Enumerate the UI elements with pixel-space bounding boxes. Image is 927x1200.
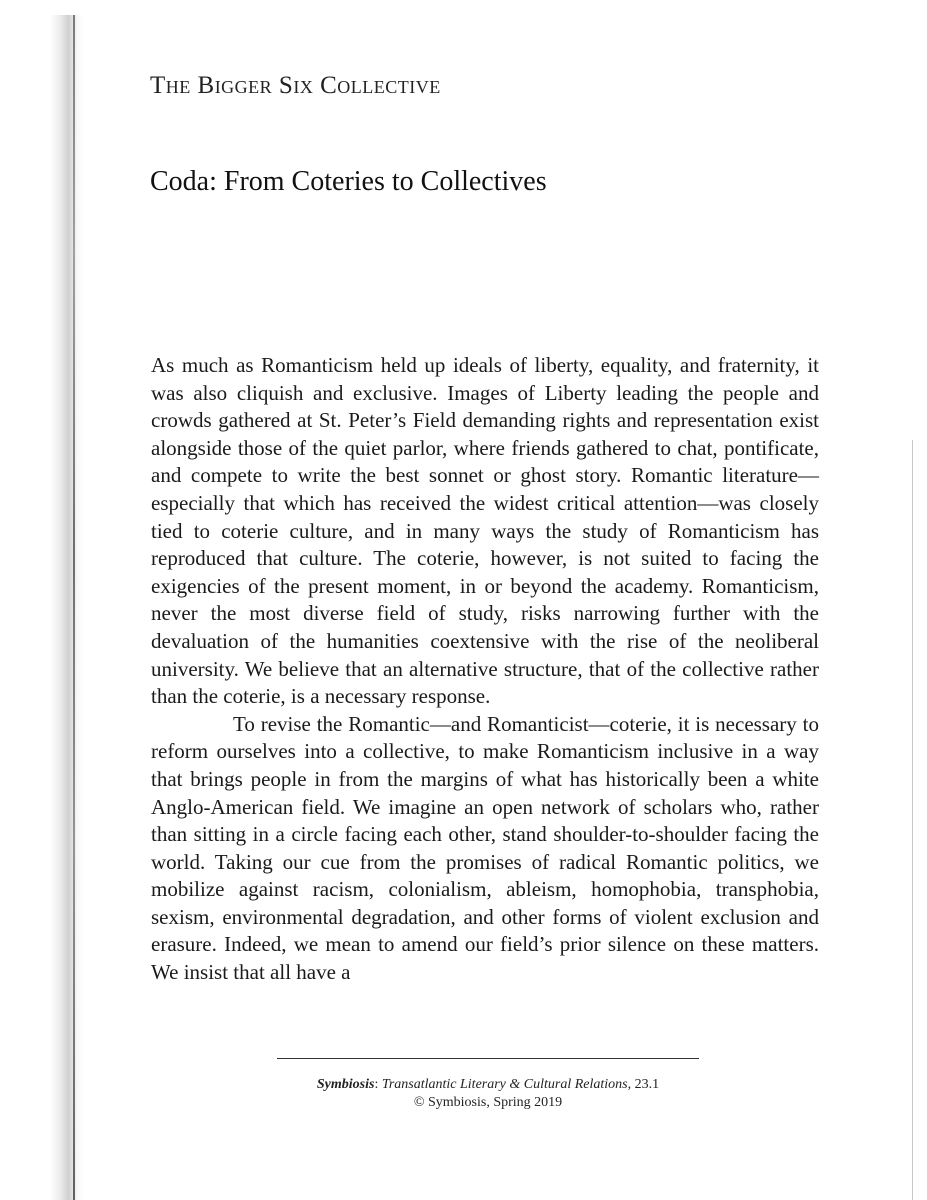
footer-rule (277, 1058, 699, 1059)
scan-gutter-edge (73, 15, 75, 1200)
footer-volume: , 23.1 (627, 1077, 660, 1092)
footer-copyright: © Symbiosis, Spring 2019 (413, 1095, 563, 1110)
footer-journal-name: Symbiosis (316, 1077, 375, 1092)
footer-colon: : (374, 1077, 382, 1092)
footer-citation (277, 1076, 699, 1094)
footer-journal-subtitle: Transatlantic Literary & Cultural Relations (381, 1077, 628, 1092)
running-head: The Bigger Six Collective (150, 72, 441, 99)
scan-right-edge (912, 440, 913, 1200)
body-text (151, 352, 819, 987)
page-footer (277, 1076, 699, 1112)
paragraph-1: As much as Romanticism held up ideals of liberty, equality, and fraternity, it was also cliquish and exclusive. Images of Liberty leading the people and crowds gathered at St. Peter’s Field demanding rights and representation exist alongside those of the quiet parlor, where friends gathered to chat, pontificate, and compete to write the best sonnet or ghost story. Romantic literature—especially that which has received the widest critical attention—was closely tied to coterie culture, and in many ways the study of Romanticism has reproduced that culture. The coterie, however, is not suited to facing the exigencies of the present moment, in or beyond the academy. Romanticism, never the most diverse field of study, risks narrowing further with the devaluation of the humanities coextensive with the rise of the neoliberal university. We believe that an alternative structure, that of the collective rather than the coterie, is a necessary response. (151, 353, 819, 709)
scan-gutter-shadow (50, 15, 84, 1200)
paragraph-2: To revise the Romantic—and Romanticist—coterie, it is necessary to reform ourselves into a collective, to make Romanticism inclusive in a way that brings people in from the margins of what has historically been a white Anglo-American field. We imagine an open network of scholars who, rather than sitting in a circle facing each other, stand shoulder-to-shoulder facing the world. Taking our cue from the promises of radical Romantic politics, we mobilize against racism, colonialism, ableism, homophobia, transphobia, sexism, environmental degradation, and other forms of violent exclusion and erasure. Indeed, we mean to amend our field’s prior silence on these matters. We insist that all have a (151, 711, 819, 985)
chapter-title: Coda: From Coteries to Collectives (150, 166, 547, 197)
